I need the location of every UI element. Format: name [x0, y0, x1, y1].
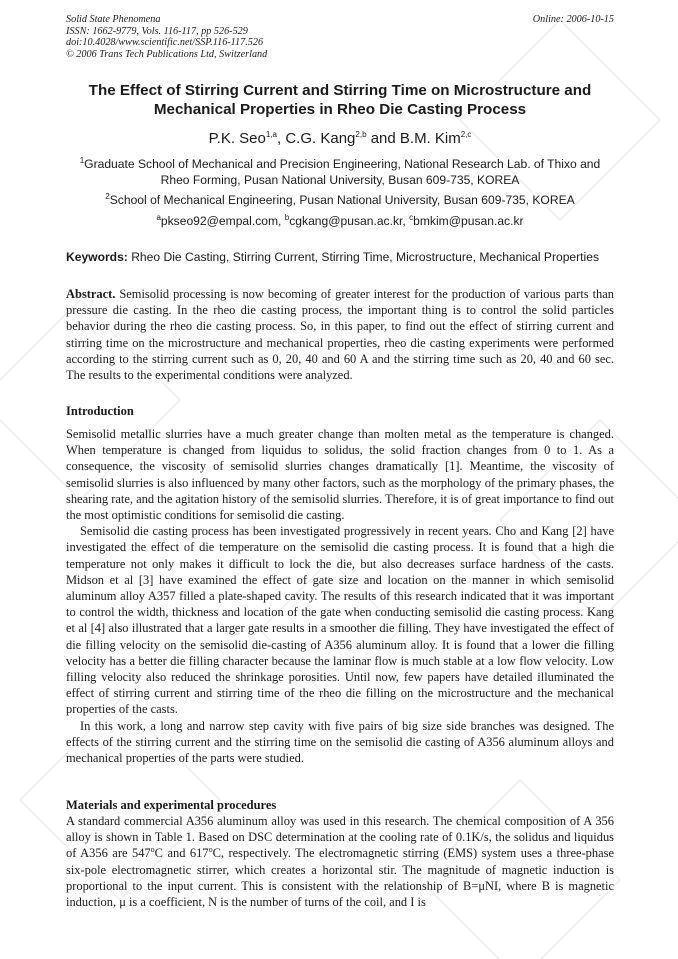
affiliation-2-mark: 2	[105, 191, 110, 201]
keywords-text: Rheo Die Casting, Stirring Current, Stirring Time, Microstructure, Mechanical Properties	[131, 250, 599, 264]
materials-heading: Materials and experimental procedures	[66, 798, 277, 812]
doi-line: doi:10.4028/www.scientific.net/SSP.116-117.526	[66, 37, 264, 48]
affiliation-1	[66, 156, 614, 188]
author-3: B.M. Kim	[399, 130, 461, 147]
author-1-mark: 1,a	[265, 130, 277, 139]
journal-name: Solid State Phenomena	[66, 14, 161, 25]
introduction-paragraph-3: In this work, a long and narrow step cavity with five pairs of big size side branches was designed. The effects of the stirring current and the stirring time on the semisolid die casting of A356 aluminum alloys and mechanical properties of the parts were studied.	[66, 718, 614, 766]
materials-body	[66, 813, 614, 910]
affiliation-1-text: Graduate School of Mechanical and Precision Engineering, National Research Lab. of Thixo and Rheo Forming, Pusan National University, Busan 609-735, KOREA	[84, 157, 601, 187]
materials-text-2: C and 617	[154, 846, 209, 861]
abstract-text: Semisolid processing is now becoming of greater interest for the production of various parts than pressure die casting. In the rheo die casting process, the important thing is to control the solid particles behavior during the rheo die casting process. So, in this paper, to find out the effect of stirring current and stirring time on the microstructure and mechanical properties, rheo die casting experiments were performed according to the stirring current such as 0, 20, 40 and 60 A and the stirring time such as 20, 40 and 60 sec. The results to the experimental conditions were analyzed.	[66, 287, 614, 383]
paper-title: The Effect of Stirring Current and Stirring Time on Microstructure and Mechanical Properties in Rheo Die Casting Process	[88, 82, 592, 118]
affiliation-2	[66, 192, 614, 208]
materials-text-3: C, respectively. The electromagnetic stirring (EMS) system uses a three-phase six-pole electromagnetic stirrer, which creates a horizontal stir. The magnitude of magnetic induction is proportional to the input current. This is consistent with the relationship of B=μNI, where B is magnetic induction, μ is a coefficient, N is the number of turns of the coil, and I is	[66, 846, 614, 910]
email-b-mark: b	[284, 212, 290, 222]
affiliation-1-mark: 1	[79, 155, 85, 165]
copyright-line: © 2006 Trans Tech Publications Ltd, Switzerland	[66, 48, 268, 60]
abstract	[66, 286, 614, 383]
online-date: Online: 2006-10-15	[532, 14, 614, 25]
email-2[interactable]: cgkang@pusan.ac.kr,	[289, 214, 406, 228]
keywords	[66, 249, 626, 265]
email-list	[66, 213, 614, 229]
email-3[interactable]: bmkim@pusan.ac.kr	[413, 214, 524, 228]
degree-mark-2: o	[208, 845, 213, 855]
email-a-mark: a	[156, 212, 161, 222]
keywords-label: Keywords:	[66, 250, 128, 264]
author-2: C.G. Kang	[285, 130, 356, 147]
email-1[interactable]: pkseo92@empal.com,	[160, 214, 282, 228]
author-3-mark: 2,c	[460, 130, 472, 139]
author-and: and	[370, 130, 396, 147]
email-c-mark: c	[409, 212, 414, 222]
issn-line: ISSN: 1662-9779, Vols. 116-117, pp 526-529	[66, 25, 248, 37]
introduction-paragraph-1: Semisolid metallic slurries have a much greater change than molten metal as the temperature is changed. When temperature is changed from liquidus to solidus, the solid fraction changes from 0 to 1. As a consequence, the viscosity of semisolid slurries changes dramatically [1]. Meantime, the viscosity of semisolid slurries is also influenced by many other factors, such as the morphology of the primary phases, the shearing rate, and the agitation history of the semisolid slurries. Therefore, it is of great importance to find out the most optimistic conditions for semisolid die casting.	[66, 427, 614, 523]
author-list: P.K. Seo$^{1,a}$, C.G. Kang$^{2,b}$ and B.M. Kim$^{2,c}$	[208, 130, 472, 147]
abstract-label: Abstract.	[66, 287, 116, 301]
author-2-mark: 2,b	[355, 130, 367, 139]
introduction-heading: Introduction	[66, 404, 134, 418]
introduction-body	[66, 426, 614, 766]
degree-mark-1: o	[150, 845, 155, 855]
materials-text-1: A standard commercial A356 aluminum alloy was used in this research. The chemical composition of A 356 alloy is shown in Table 1. Based on DSC determination at the cooling rate of 0.1K/s, the solidus and liquidus of A356 are 547	[66, 814, 614, 861]
affiliation-2-text: School of Mechanical Engineering, Pusan National University, Busan 609-735, KOREA	[109, 193, 575, 207]
journal-info	[66, 14, 386, 60]
introduction-paragraph-2: Semisolid die casting process has been investigated progressively in recent years. Cho and Kang [2] have investigated the effect of die temperature on the semisolid die casting process. It is found that a high die temperature not only makes it difficult to lock the die, but also decreases surface hardness of the casts. Midson et al [3] have examined the effect of gate size and location on the manner in which semisolid aluminum alloy A357 filled a plate-shaped cavity. The results of this research indicated that it was important to control the width, thickness and location of the gate when conducting semisolid die casting process. Kang et al [4] also illustrated that a larger gate results in a smoother die filling. They have investigated the effect of die filling velocity on the semisolid die-casting of A356 aluminum alloy. It is found that a lower die filling velocity has a better die filling character because the laminar flow is much stable at a low flow velocity. Low filling velocity also reduced the shrinkage porosities. Until now, few papers have detailed illuminated the effect of stirring current and stirring time of the rheo die filling on the microstructure and the mechanical properties of the casts.	[66, 524, 614, 717]
author-1: P.K. Seo	[208, 130, 266, 147]
